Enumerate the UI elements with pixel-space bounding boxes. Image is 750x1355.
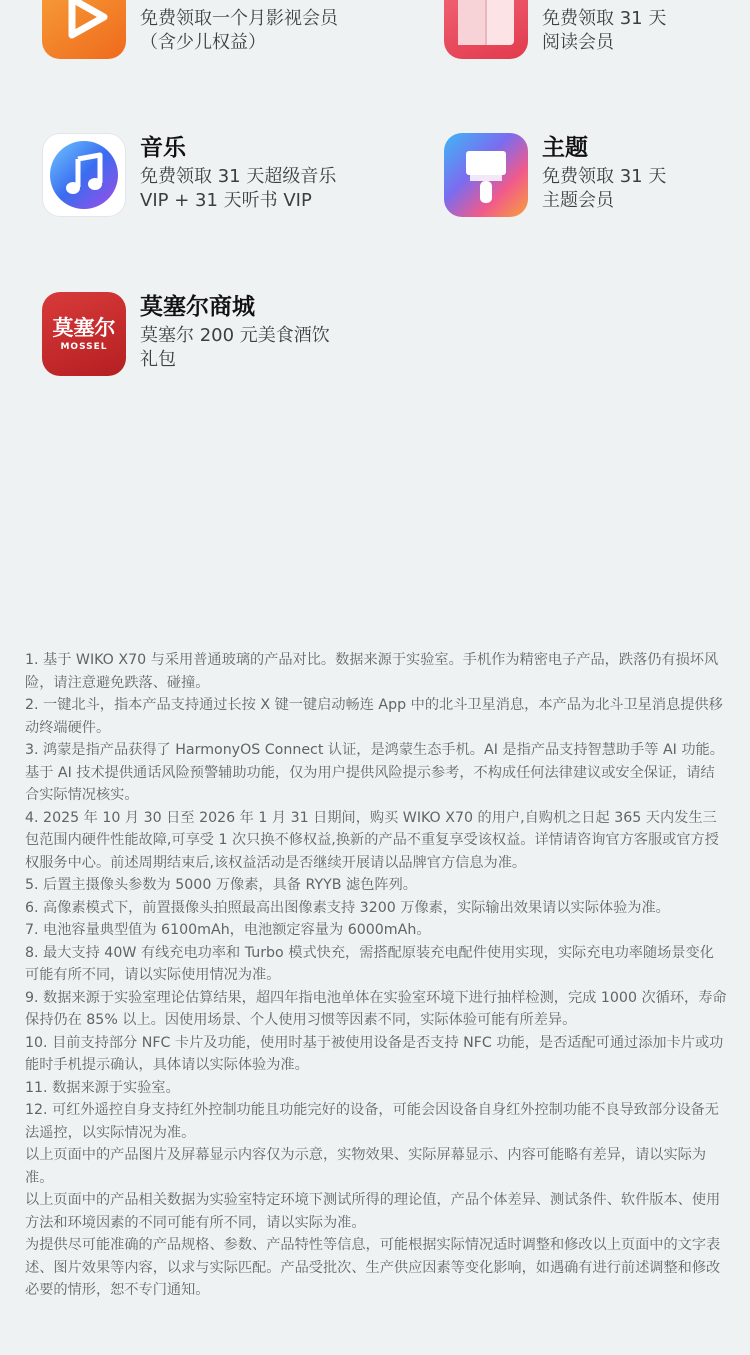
music-note-icon bbox=[42, 133, 126, 217]
benefit-video bbox=[42, 0, 372, 85]
benefit-reading bbox=[444, 0, 750, 85]
video-play-icon bbox=[42, 0, 126, 59]
mossel-logo-icon bbox=[42, 292, 126, 376]
benefit-desc: 免费领取 31 天 阅读会员 bbox=[542, 8, 667, 53]
note-item: 2. 一键北斗，指本产品支持通过长按 X 键一键启动畅连 App 中的北斗卫星消息，本产品为北斗卫星消息提供移动终端硬件。 bbox=[25, 697, 723, 736]
note-item: 为提供尽可能准确的产品规格、参数、产品特性等信息，可能根据实际情况适时调整和修改以上页面中的文字表述、图片效果等内容，以求与实际匹配。产品受批次、生产供应因素等变化影响，如遇确有进行前述调整和修改必要的情形，恕不专门通知。 bbox=[25, 1237, 721, 1298]
benefit-title: 主题 bbox=[542, 135, 588, 161]
note-item: 3. 鸿蒙是指产品获得了 HarmonyOS Connect 认证，是鸿蒙生态手机。AI 是指产品支持智慧助手等 AI 功能。基于 AI 技术提供通话风险预警辅助功能，仅为用户提供风险提示参考，不构成任何法律建议或安全保证，请结合实际情况核实。 bbox=[25, 742, 724, 803]
benefit-desc: 莫塞尔 200 元美食酒饮 礼包 bbox=[140, 325, 330, 370]
note-item: 4. 2025 年 10 月 30 日至 2026 年 1 月 31 日期间，购买 WIKO X70 的用户,自购机之日起 365 天内发生三包范围内硬件性能故障,可享受 1 次只换不修权益,换新的产品不重复享受该权益。详情请咨询官方客服或官方授权服务中心。前述周期结束后,该权益活动是否继续开展请以品牌官方信息为准。 bbox=[25, 809, 719, 871]
paint-brush-icon bbox=[444, 133, 528, 217]
book-icon bbox=[444, 0, 528, 59]
note-item: 8. 最大支持 40W 有线充电功率和 Turbo 模式快充，需搭配原装充电配件使用实现，实际充电功率随场景变化可能有所不同，请以实际使用情况为准。 bbox=[25, 944, 714, 983]
note-item: 9. 数据来源于实验室理论估算结果，超四年指电池单体在实验室环境下进行抽样检测，完成 1000 次循环，寿命保持仍在 85% 以上。因使用场景、个人使用习惯等因素不同，实际体验可能有所差异。 bbox=[25, 989, 727, 1028]
note-item: 以上页面中的产品相关数据为实验室特定环境下测试所得的理论值，产品个体差异、测试条件、软件版本、使用方法和环境因素的不同可能有所不同，请以实际为准。 bbox=[25, 1192, 721, 1231]
note-item: 11. 数据来源于实验室。 bbox=[25, 1079, 180, 1096]
benefit-mossel-mall bbox=[42, 292, 372, 402]
mossel-logo-cn: 莫塞尔 bbox=[52, 315, 116, 340]
note-item: 10. 目前支持部分 NFC 卡片及功能，使用时基于被使用设备是否支持 NFC 功能，是否适配可通过添加卡片或功能时手机提示确认，具体请以实际体验为准。 bbox=[25, 1034, 724, 1073]
note-item: 12. 可红外遥控自身支持红外控制功能且功能完好的设备，可能会因设备自身红外控制功能不良导致部分设备无法遥控，以实际情况为准。 bbox=[25, 1102, 719, 1141]
benefit-desc: 免费领取 31 天超级音乐 VIP + 31 天听书 VIP bbox=[140, 166, 337, 211]
note-item: 1. 基于 WIKO X70 与采用普通玻璃的产品对比。数据来源于实验室。手机作为精密电子产品，跌落仍有损坏风险，请注意避免跌落、碰撞。 bbox=[25, 652, 719, 691]
benefit-title: 音乐 bbox=[140, 135, 186, 161]
note-item: 7. 电池容量典型值为 6100mAh，电池额定容量为 6000mAh。 bbox=[25, 922, 431, 938]
benefit-desc: 免费领取 31 天 主题会员 bbox=[542, 166, 667, 211]
mossel-logo-en: MOSSEL bbox=[60, 342, 108, 352]
note-item: 6. 高像素模式下，前置摄像头拍照最高出图像素支持 3200 万像素，实际输出效果请以实际体验为准。 bbox=[25, 899, 670, 916]
note-item: 5. 后置主摄像头参数为 5000 万像素，具备 RYYB 滤色阵列。 bbox=[25, 877, 417, 893]
benefit-desc: 免费领取一个月影视会员 （含少儿权益） bbox=[140, 8, 338, 53]
benefit-theme bbox=[444, 133, 750, 243]
benefit-title: 莫塞尔商城 bbox=[140, 294, 255, 320]
benefit-music bbox=[42, 133, 372, 243]
note-item: 以上页面中的产品图片及屏幕显示内容仅为示意，实物效果、实际屏幕显示、内容可能略有差异，请以实际为准。 bbox=[25, 1147, 707, 1186]
disclaimer-notes bbox=[25, 649, 727, 1302]
